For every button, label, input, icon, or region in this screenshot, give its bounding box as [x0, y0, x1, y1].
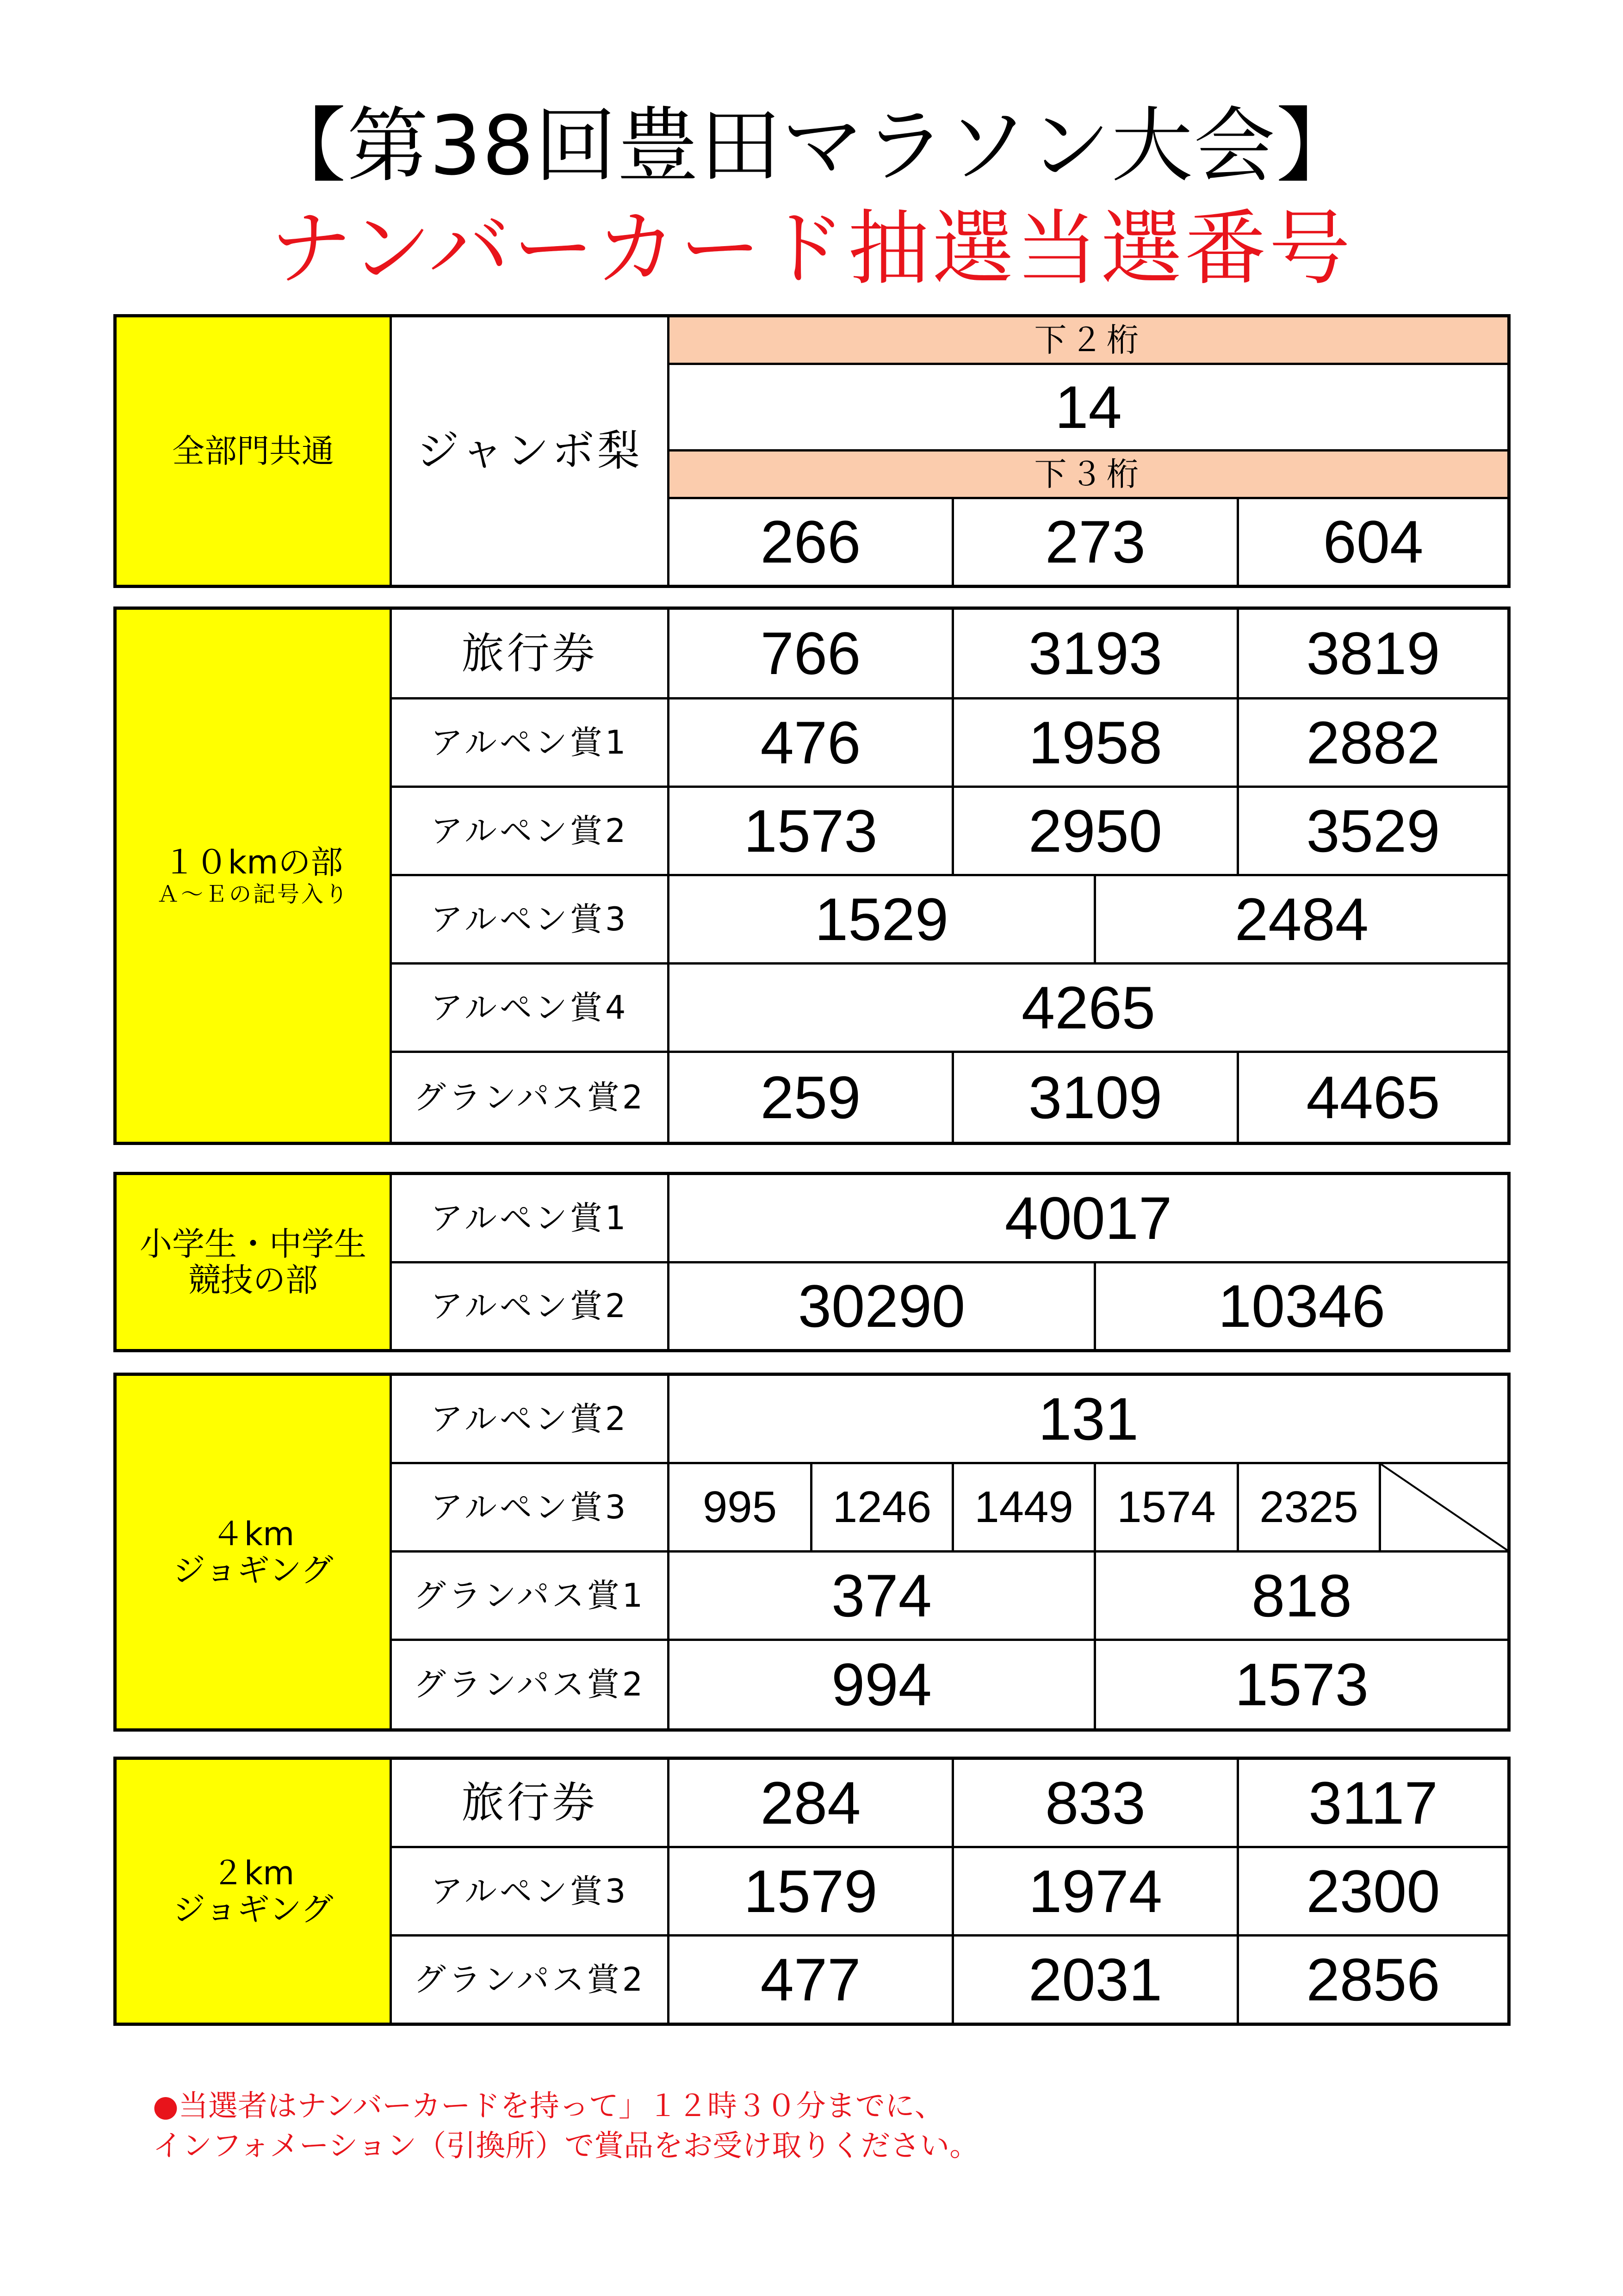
2km-prize-block — [113, 1757, 1511, 2026]
prize-label: アルペン賞4 — [430, 988, 629, 1027]
prize-label: グランパス賞2 — [413, 1960, 646, 1999]
number-cell: 374 — [831, 1561, 932, 1629]
category-label: 全部門共通 — [172, 432, 334, 470]
prize-label: アルペン賞3 — [430, 900, 629, 938]
number-cell: 3117 — [1308, 1769, 1438, 1837]
student-prize-block — [113, 1172, 1511, 1352]
number-cell: 3109 — [1028, 1063, 1163, 1131]
category-2km — [117, 1760, 390, 2023]
number-cell: 2950 — [1028, 797, 1163, 865]
prize-label: グランパス賞2 — [413, 1665, 646, 1703]
number-cell: 1574 — [1117, 1482, 1216, 1532]
number-cell: 2325 — [1259, 1482, 1358, 1532]
category-label: １０kmの部 — [163, 843, 343, 881]
number-cell: 4465 — [1306, 1063, 1440, 1131]
prize-label: アルペン賞1 — [430, 1199, 629, 1237]
category-10km — [117, 610, 390, 1142]
number-cell: 40017 — [1004, 1184, 1172, 1252]
number-cell: 14 — [1055, 373, 1122, 441]
header-last-2-digits: 下２桁 — [669, 317, 1507, 363]
number-cell: 284 — [760, 1769, 861, 1837]
category-label: ２km — [211, 1854, 295, 1892]
number-cell: 3193 — [1028, 619, 1163, 687]
number-cell: 259 — [760, 1063, 861, 1131]
prize-label: 旅行券 — [461, 628, 598, 678]
prize-label-jumbo-pear: ジャンボ梨 — [416, 426, 643, 476]
number-cell: 266 — [760, 508, 861, 576]
prize-label: グランパス賞2 — [413, 1078, 646, 1116]
prize-label: グランパス賞1 — [413, 1576, 646, 1615]
number-cell: 995 — [702, 1482, 777, 1532]
number-cell: 1974 — [1028, 1857, 1163, 1925]
category-label: 競技の部 — [188, 1261, 318, 1299]
10km-prize-block — [113, 606, 1511, 1145]
prize-label: アルペン賞2 — [430, 1399, 629, 1438]
number-cell: 1573 — [1234, 1651, 1369, 1718]
number-cell: 3529 — [1306, 797, 1440, 865]
number-cell: 818 — [1251, 1561, 1352, 1629]
number-cell: 2484 — [1234, 885, 1369, 953]
number-cell: 131 — [1038, 1385, 1139, 1453]
prize-label: アルペン賞1 — [430, 723, 629, 761]
category-label: 小学生・中学生 — [140, 1225, 366, 1263]
common-prize-block — [113, 314, 1511, 588]
number-cell: 1449 — [974, 1482, 1073, 1532]
number-cell: 2856 — [1306, 1945, 1440, 2013]
number-cell: 1958 — [1028, 708, 1163, 776]
prize-label: アルペン賞2 — [430, 1287, 629, 1325]
number-cell: 1529 — [814, 885, 949, 953]
event-title: 【第38回豊田マラソン大会】 — [265, 99, 1358, 193]
number-cell: 1246 — [832, 1482, 932, 1532]
number-cell: 994 — [831, 1651, 932, 1718]
notice-line: ●当選者はナンバーカードを持って」１２時３０分までに、 — [153, 2089, 944, 2123]
pickup-notice — [153, 2086, 979, 2166]
number-cell: 273 — [1045, 508, 1146, 576]
category-sublabel: Ａ～Ｅの記号入り — [156, 881, 349, 908]
number-cell: 2031 — [1028, 1945, 1163, 2013]
number-cell: 476 — [760, 708, 861, 776]
number-cell: 477 — [760, 1945, 861, 2013]
number-cell: 3819 — [1306, 619, 1440, 687]
number-cell: 1579 — [743, 1857, 878, 1925]
empty-cell-diagonal — [1381, 1464, 1507, 1550]
category-student — [117, 1175, 390, 1349]
header-last-3-digits: 下３桁 — [669, 452, 1507, 497]
category-common — [117, 317, 390, 585]
4km-prize-block — [113, 1373, 1511, 1732]
notice-line: インフォメーション（引換所）で賞品をお受け取りください。 — [153, 2129, 979, 2164]
category-4km — [117, 1376, 390, 1728]
number-cell: 833 — [1045, 1769, 1146, 1837]
page-title: ナンバーカード抽選当選番号 — [270, 201, 1353, 296]
prize-label: 旅行券 — [461, 1778, 598, 1828]
category-label: ジョギング — [173, 1551, 334, 1589]
number-cell: 2882 — [1306, 708, 1440, 776]
category-label: ジョギング — [173, 1890, 334, 1928]
number-cell: 10346 — [1218, 1272, 1386, 1340]
number-cell: 766 — [760, 619, 861, 687]
prize-label: アルペン賞3 — [430, 1488, 629, 1526]
number-cell: 4265 — [1021, 973, 1156, 1041]
number-cell: 2300 — [1306, 1857, 1440, 1925]
prize-label: アルペン賞3 — [430, 1872, 629, 1910]
category-label: ４km — [211, 1515, 295, 1553]
prize-label: アルペン賞2 — [430, 811, 629, 850]
number-cell: 604 — [1323, 508, 1424, 576]
number-cell: 30290 — [798, 1272, 966, 1340]
number-cell: 1573 — [743, 797, 878, 865]
